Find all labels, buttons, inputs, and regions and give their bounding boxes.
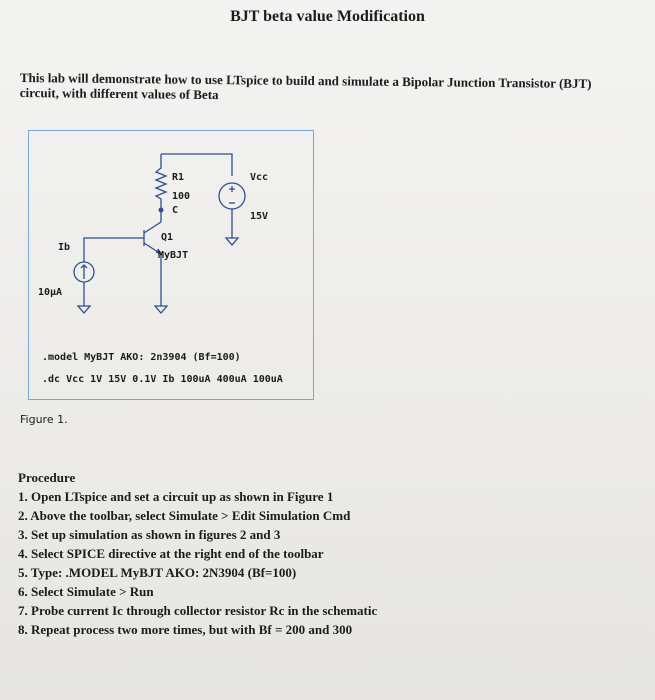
procedure-section <box>18 468 618 639</box>
procedure-heading: Procedure <box>18 470 76 485</box>
procedure-step: 4. Select SPICE directive at the right end of the toolbar <box>18 546 324 561</box>
transistor-q1-collector <box>144 222 161 233</box>
procedure-step: 6. Select Simulate > Run <box>18 584 154 599</box>
q1-model-label: MyBJT <box>158 250 189 261</box>
figure-caption: Figure 1. <box>20 413 68 426</box>
wire-base <box>84 238 144 262</box>
r1-value-label: 100 <box>172 191 191 202</box>
procedure-step: 7. Probe current Ic through collector resistor Rc in the schematic <box>18 603 378 618</box>
page-title: BJT beta value Modification <box>230 8 425 25</box>
spice-directive-model: .model MyBJT AKO: 2n3904 (Bf=100) <box>42 352 241 363</box>
resistor-r1 <box>156 154 166 210</box>
ground-ib <box>78 306 90 313</box>
spice-directive-dc: .dc Vcc 1V 15V 0.1V Ib 100uA 400uA 100uA <box>42 374 283 385</box>
r1-name-label: R1 <box>172 172 185 183</box>
collector-node-dot <box>159 208 164 213</box>
procedure-step: 1. Open LTspice and set a circuit up as shown in Figure 1 <box>18 489 334 504</box>
procedure-step: 5. Type: .MODEL MyBJT AKO: 2N3904 (Bf=100) <box>18 565 297 580</box>
procedure-step: 8. Repeat process two more times, but with Bf = 200 and 300 <box>18 622 353 637</box>
q1-name-label: Q1 <box>161 232 174 243</box>
intro-paragraph: This lab will demonstrate how to use LTspice to build and simulate a Bipolar Junction Transistor (BJT) circuit, with different values of Beta <box>19 70 592 103</box>
ib-value-label: 10µA <box>38 287 63 298</box>
procedure-steps <box>18 487 618 639</box>
procedure-step: 3. Set up simulation as shown in figures 2 and 3 <box>18 527 281 542</box>
procedure-step: 2. Above the toolbar, select Simulate > Edit Simulation Cmd <box>18 508 351 523</box>
ib-name-label: Ib <box>58 242 71 253</box>
collector-label: C <box>172 205 179 216</box>
ground-vcc <box>226 238 238 245</box>
vcc-name-label: Vcc <box>250 172 269 183</box>
vcc-value-label: 15V <box>250 211 269 222</box>
ground-emitter <box>155 306 167 313</box>
